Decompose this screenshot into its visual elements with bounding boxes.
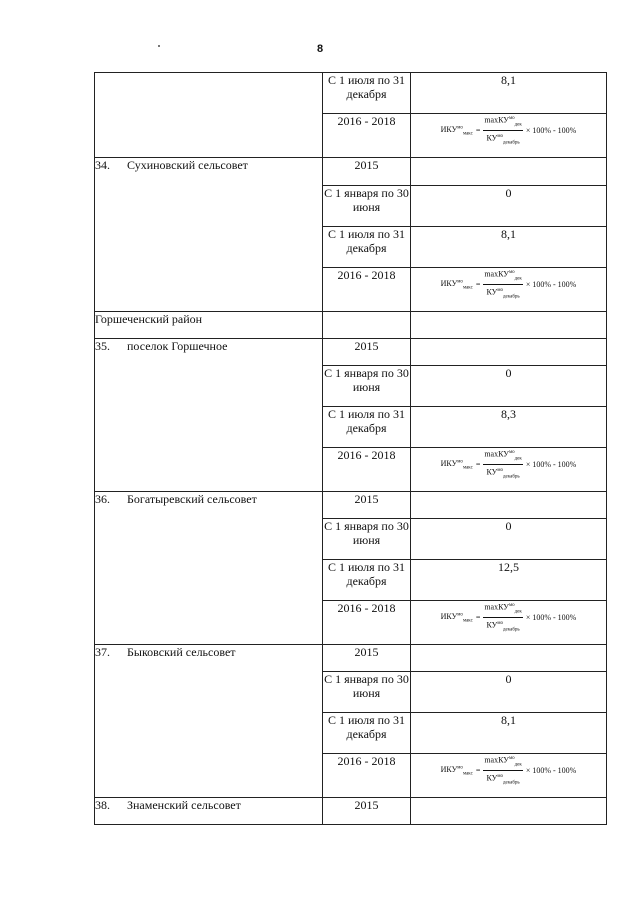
iku-formula: $ИКУ^{мо}_{макс}$ = $\frac{\max КУ^{мо}_{дек}}{КУ^{мо}_{декабрь}}$ × 100% - 100%: [440, 449, 577, 480]
value-cell: 8,1: [411, 713, 607, 754]
municipality-cell: 36. Богатыревский сельсовет: [95, 492, 323, 645]
formula-cell: [411, 448, 607, 492]
value-cell: 12,5: [411, 560, 607, 601]
period-cell: 2015: [323, 645, 411, 672]
iku-formula: $ИКУ^{мо}_{макс}$ = $\frac{\max КУ^{мо}_{дек}}{КУ^{мо}_{декабрь}}$ × 100% - 100%: [440, 755, 577, 786]
period-cell: 2016 - 2018: [323, 754, 411, 798]
period-cell: 2015: [323, 158, 411, 186]
iku-formula: $ИКУ^{мо}_{макс}$ = $\frac{\max КУ^{мо}_{дек}}{КУ^{мо}_{декабрь}}$ × 100% - 100%: [440, 269, 577, 300]
formula-cell: [411, 601, 607, 645]
region-heading: Горшеченский район: [95, 312, 323, 339]
scan-speck: [158, 45, 160, 47]
iku-formula: $ИКУ^{мо}_{макс}$ = $\frac{\max КУ^{мо}_{дек}}{КУ^{мо}_{декабрь}}$ × 100% - 100%: [440, 115, 577, 146]
value-cell: 8,3: [411, 407, 607, 448]
period-cell: 2016 - 2018: [323, 268, 411, 312]
value-cell: [411, 158, 607, 186]
value-cell: 0: [411, 519, 607, 560]
period-cell: С 1 июля по 31 декабря: [323, 713, 411, 754]
period-cell: С 1 января по 30 июня: [323, 519, 411, 560]
formula-cell: [411, 268, 607, 312]
period-cell: 2015: [323, 798, 411, 825]
value-cell: 8,1: [411, 227, 607, 268]
period-cell: С 1 июля по 31 декабря: [323, 407, 411, 448]
period-cell: С 1 января по 30 июня: [323, 186, 411, 227]
period-cell: С 1 января по 30 июня: [323, 366, 411, 407]
value-cell: [411, 798, 607, 825]
period-cell: 2016 - 2018: [323, 114, 411, 158]
municipality-cell: 34. Сухиновский сельсовет: [95, 158, 323, 312]
value-cell: 8,1: [411, 73, 607, 114]
period-cell: 2015: [323, 339, 411, 366]
page-number: 8: [316, 43, 324, 55]
period-cell: 2016 - 2018: [323, 448, 411, 492]
formula-cell: [411, 114, 607, 158]
value-cell: 0: [411, 672, 607, 713]
municipality-cell-continued: [95, 73, 323, 158]
value-cell: 0: [411, 366, 607, 407]
period-cell: 2015: [323, 492, 411, 519]
period-cell: С 1 июля по 31 декабря: [323, 73, 411, 114]
period-cell: [323, 312, 411, 339]
period-cell: С 1 июля по 31 декабря: [323, 560, 411, 601]
value-cell: [411, 645, 607, 672]
period-cell: С 1 января по 30 июня: [323, 672, 411, 713]
value-cell: [411, 492, 607, 519]
municipality-cell: 38. Знаменский сельсовет: [95, 798, 323, 825]
formula-cell: [411, 754, 607, 798]
value-cell: 0: [411, 186, 607, 227]
period-cell: С 1 июля по 31 декабря: [323, 227, 411, 268]
municipality-cell: 35. поселок Горшечное: [95, 339, 323, 492]
value-cell: [411, 312, 607, 339]
municipality-cell: 37. Быковский сельсовет: [95, 645, 323, 798]
iku-formula: $ИКУ^{мо}_{макс}$ = $\frac{\max КУ^{мо}_{дек}}{КУ^{мо}_{декабрь}}$ × 100% - 100%: [440, 602, 577, 633]
period-cell: 2016 - 2018: [323, 601, 411, 645]
tariff-table: [94, 72, 607, 825]
value-cell: [411, 339, 607, 366]
